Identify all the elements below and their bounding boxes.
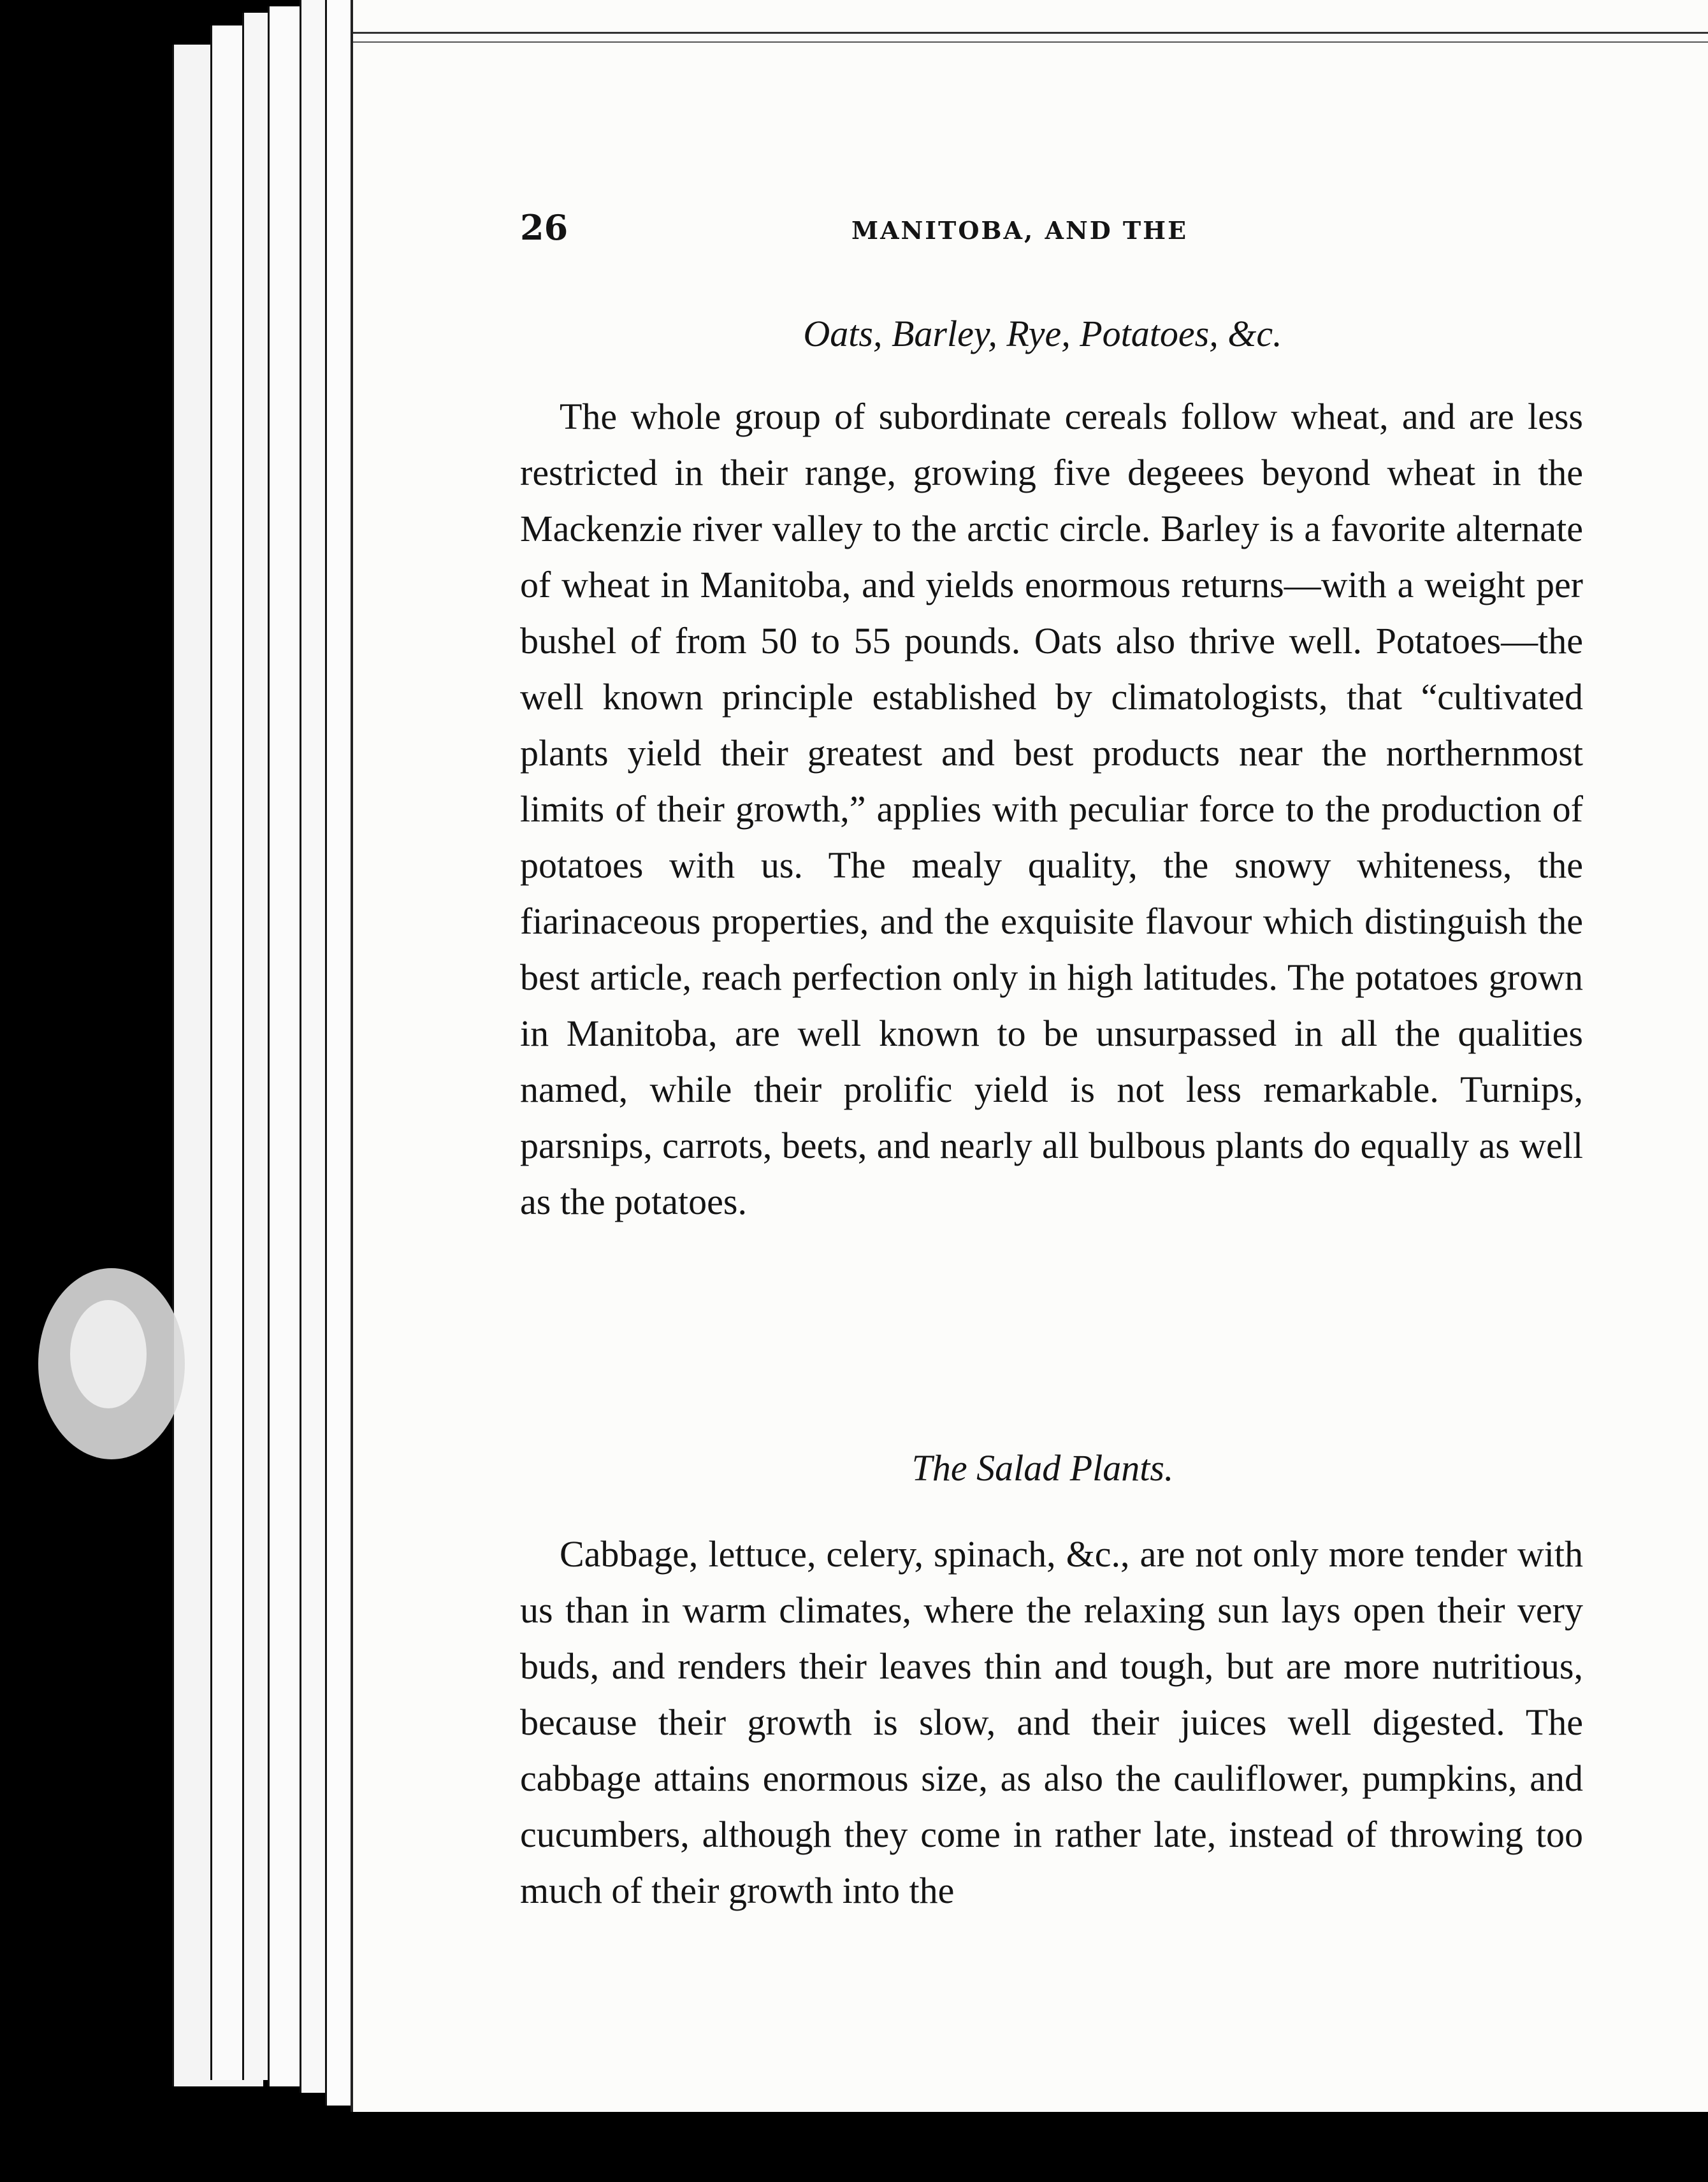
- section-paragraph: Cabbage, lettuce, celery, spinach, &c., are not only more tender with us than in warm climates, where the relaxing sun lays open their very buds, and renders their leaves thin and tough, but are more nutritious, because their growth is slow, and their juices well digested. The cabbage attains enormous size, as also the cauliflower, pumpkins, and cucumbers, although they come in rather late, instead of throwing too much of their growth into the: [520, 1533, 1583, 1911]
- running-title: MANITOBA, AND THE: [851, 216, 1189, 245]
- running-head: [520, 207, 1603, 264]
- damage-spot: [70, 1300, 147, 1408]
- book-page: [351, 0, 1708, 2122]
- section-heading: Oats, Barley, Rye, Potatoes, &c.: [803, 313, 1282, 354]
- scan-bottom-shadow: [217, 2112, 1708, 2182]
- page-number: 26: [520, 207, 568, 248]
- section-heading: The Salad Plants.: [911, 1447, 1174, 1489]
- section-paragraph: The whole group of subordinate cereals follow wheat, and are less restricted in their range, growing five degeees beyond wheat in the Mackenzie river valley to the arctic circle. Barley is a favorite alternate of wheat in Manitoba, and yields enormous returns—with a weight per bushel of from 50 to 55 pounds. Oats also thrive well. Potatoes—the well known principle established by climatologists, that “cultivated plants yield their greatest and best products near the northernmost limits of their growth,” applies with peculiar force to the production of potatoes with us. The mealy quality, the snowy whiteness, the fiarinaceous properties, and the exquisite flavour which distinguish the best article, reach perfection only in high latitudes. The potatoes grown in Manitoba, are well known to be unsurpassed in all the qualities named, while their prolific yield is not less remarkable. Turnips, parsnips, carrots, beets, and nearly all bulbous plants do equally as well as the potatoes.: [520, 396, 1583, 1222]
- page-top-edge: [353, 32, 1708, 43]
